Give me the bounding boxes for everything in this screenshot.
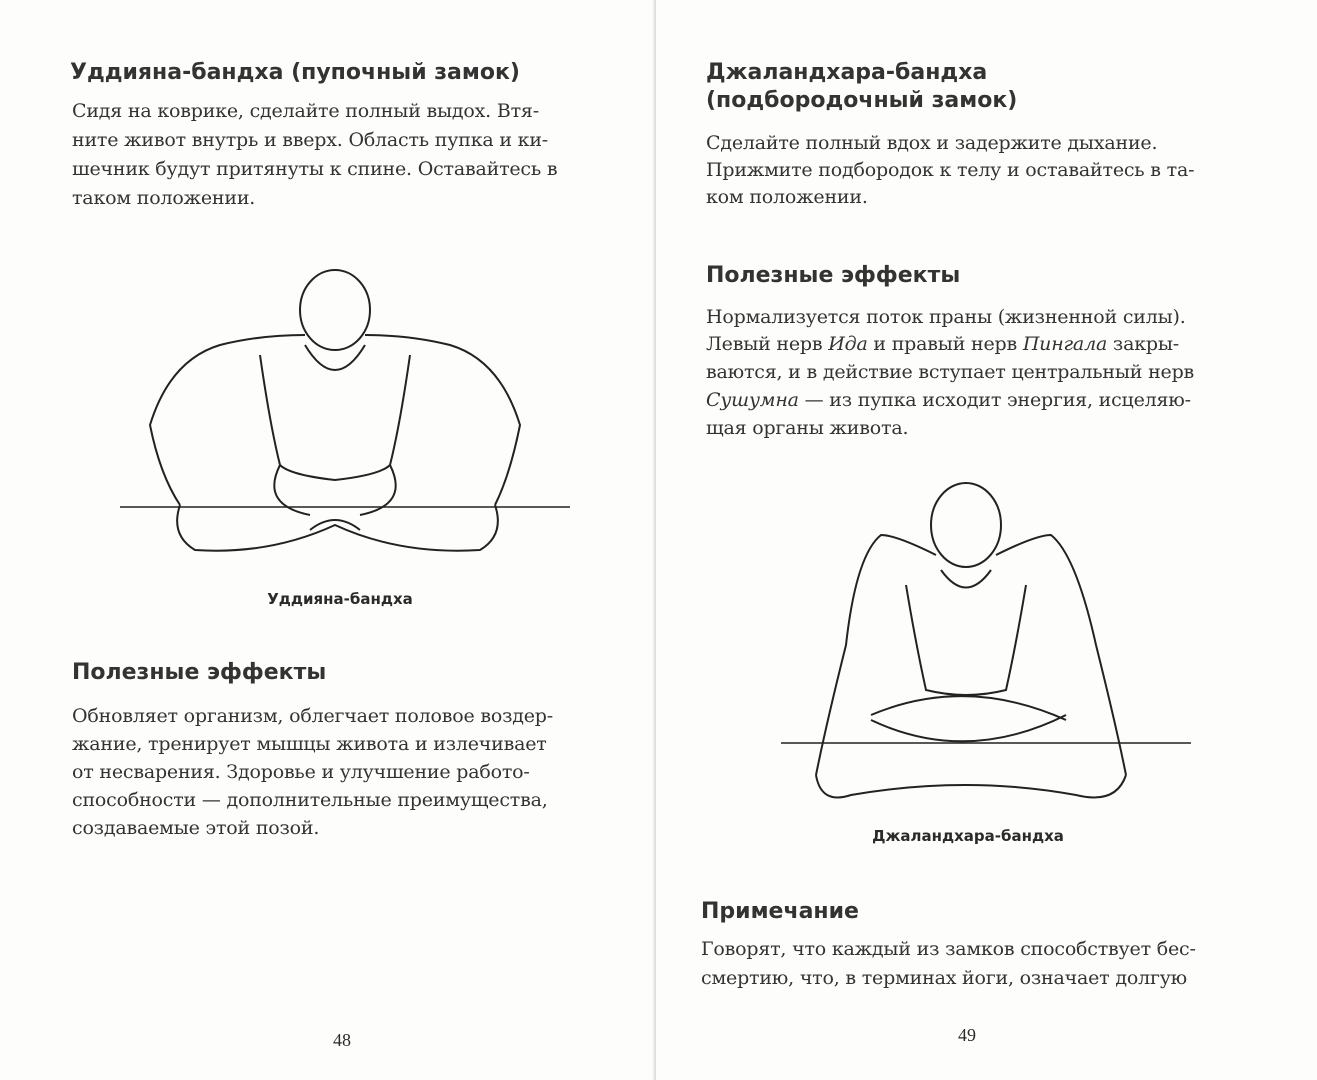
text-line: [706, 389, 1191, 411]
section-heading: Примечание: [701, 899, 859, 924]
text-line: Прижмите подбородок к телу и оставайтесь в та-: [706, 159, 1195, 181]
text-line: щая органы живота.: [706, 417, 909, 439]
section-heading: Полезные эффекты: [706, 263, 961, 288]
text-line: ком положении.: [706, 186, 868, 208]
right-page: [656, 0, 1317, 1080]
text-line: шечник будут притянуты к спине. Оставайтесь в: [72, 158, 558, 180]
section-title-line1: Джаландхара-бандха: [706, 60, 988, 85]
left-page: [0, 0, 656, 1080]
section-title: Уддияна-бандха (пупочный замок): [70, 60, 520, 85]
text-line: таком положении.: [72, 187, 256, 209]
text-line: Нормализуется поток праны (жизненной силы).: [706, 306, 1186, 328]
text-line: Обновляет организм, облегчает половое воздер-: [72, 705, 553, 727]
page-number: 49: [958, 1025, 976, 1045]
text-line: Сделайте полный вдох и задержите дыхание.: [706, 132, 1158, 154]
section-title-line2: (подбородочный замок): [706, 88, 1018, 113]
figure-caption: Джаландхара-бандха: [872, 827, 1064, 845]
text-line: ваются, и в действие вступает центральный нерв: [706, 361, 1195, 383]
text-line: ните живот внутрь и вверх. Область пупка и ки-: [72, 129, 549, 151]
text-line: [706, 333, 1179, 355]
text-line: способности — дополнительные преимущества,: [72, 789, 548, 811]
text-line: смертию, что, в терминах йоги, означает долгую: [701, 967, 1188, 989]
text-span: Левый нерв: [706, 333, 829, 355]
text-line: Говорят, что каждый из замков способствует бес-: [701, 938, 1196, 960]
jalandhara-bandha-illustration: [776, 475, 1196, 815]
text-span: закры-: [1107, 333, 1180, 355]
section-heading: Полезные эффекты: [72, 660, 327, 685]
italic-term: Сушумна: [706, 389, 799, 411]
uddiyana-bandha-illustration: [110, 265, 580, 565]
text-span: — из пупка исходит энергия, исцеляю-: [798, 389, 1191, 411]
page-number: 48: [333, 1030, 351, 1050]
italic-term: Пингала: [1022, 333, 1108, 355]
text-line: создаваемые этой позой.: [72, 817, 320, 839]
text-line: Сидя на коврике, сделайте полный выдох. Втя-: [72, 100, 539, 122]
text-span: и правый нерв: [867, 333, 1023, 355]
text-line: от несварения. Здоровье и улучшение работо-: [72, 761, 530, 783]
italic-term: Ида: [828, 333, 868, 355]
text-line: жание, тренирует мышцы живота и излечивает: [72, 733, 547, 755]
figure-caption: Уддияна-бандха: [267, 590, 413, 608]
